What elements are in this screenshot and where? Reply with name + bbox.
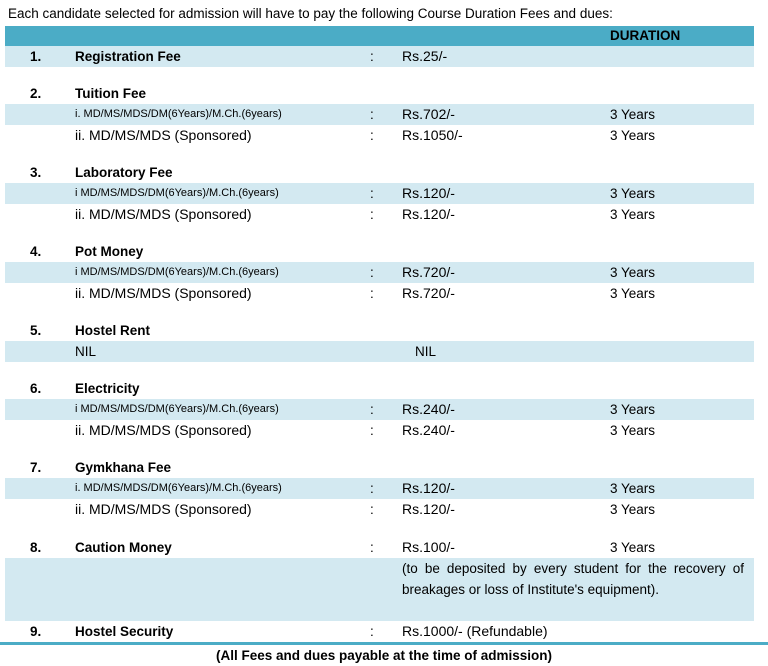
fee-amount: Rs.240/- <box>402 401 455 417</box>
fee-duration: 3 Years <box>610 502 656 517</box>
subitem-label: ii. MD/MS/MDS (Sponsored) <box>75 501 252 517</box>
colon-separator: : <box>370 265 374 280</box>
colon-separator: : <box>370 207 374 222</box>
fee-label: Pot Money <box>75 244 144 259</box>
fee-subrow <box>5 262 754 283</box>
caution-money-note: (to be deposited by every student for the recovery of breakages or loss of Institute's equipment). <box>402 561 744 597</box>
subitem-label: i MD/MS/MDS/DM(6Years)/M.Ch.(6years) <box>75 403 279 415</box>
colon-separator: : <box>370 423 374 438</box>
colon-separator: : <box>370 402 374 417</box>
colon-separator: : <box>370 107 374 122</box>
fee-row-nil <box>5 341 754 362</box>
subitem-label: i MD/MS/MDS/DM(6Years)/M.Ch.(6years) <box>75 266 279 278</box>
section-gap <box>0 67 768 84</box>
colon-separator: : <box>370 502 374 517</box>
fee-amount: Rs.720/- <box>402 285 455 301</box>
fee-amount: Rs.1000/- (Refundable) <box>402 623 548 639</box>
colon-separator: : <box>370 186 374 201</box>
fee-amount: Rs.1050/- <box>402 127 463 143</box>
subitem-label: i. MD/MS/MDS/DM(6Years)/M.Ch.(6years) <box>75 482 282 494</box>
section-gap <box>0 225 768 242</box>
section-gap <box>0 441 768 458</box>
colon-separator: : <box>370 286 374 301</box>
footer-note: (All Fees and dues payable at the time of admission) <box>215 648 553 663</box>
fee-amount: Rs.702/- <box>402 106 455 122</box>
fee-duration: 3 Years <box>610 128 656 143</box>
fee-label: Electricity <box>75 381 140 396</box>
section-gap <box>0 520 768 537</box>
fee-duration: 3 Years <box>610 107 656 122</box>
fee-subrow <box>5 499 754 520</box>
fee-amount: Rs.120/- <box>402 206 455 222</box>
nil-amount: NIL <box>415 344 437 359</box>
table-header-row <box>5 26 754 46</box>
fee-amount: Rs.720/- <box>402 264 455 280</box>
section-heading-gymkhana <box>5 458 754 478</box>
fee-label: Hostel Rent <box>75 323 151 338</box>
colon-separator: : <box>370 128 374 143</box>
nil-label: NIL <box>75 344 97 359</box>
fee-label: Hostel Security <box>75 624 174 639</box>
section-gap <box>0 304 768 321</box>
fee-duration: 3 Years <box>610 481 656 496</box>
fee-subrow <box>5 104 754 125</box>
fee-subrow <box>5 399 754 420</box>
caution-money-note-row <box>5 558 754 621</box>
fee-label: Laboratory Fee <box>75 165 173 180</box>
fee-label: Registration Fee <box>75 49 181 64</box>
section-heading-tuition <box>5 84 754 104</box>
row-number: 2. <box>30 86 42 101</box>
section-heading-pot-money <box>5 242 754 262</box>
fee-subrow <box>5 420 754 441</box>
subitem-label: ii. MD/MS/MDS (Sponsored) <box>75 127 252 143</box>
section-heading-hostel-rent <box>5 321 754 341</box>
fee-label: Caution Money <box>75 540 172 555</box>
fee-subrow <box>5 478 754 499</box>
fee-duration: 3 Years <box>610 402 656 417</box>
fee-duration: 3 Years <box>610 207 656 222</box>
fee-amount: Rs.120/- <box>402 185 455 201</box>
colon-separator: : <box>370 481 374 496</box>
subitem-label: i. MD/MS/MDS/DM(6Years)/M.Ch.(6years) <box>75 108 282 120</box>
subitem-label: ii. MD/MS/MDS (Sponsored) <box>75 285 252 301</box>
colon-separator: : <box>370 49 374 64</box>
fee-duration: 3 Years <box>610 423 656 438</box>
section-heading-electricity <box>5 379 754 399</box>
row-number: 6. <box>30 381 42 396</box>
duration-column-header: DURATION <box>610 28 681 43</box>
row-number: 5. <box>30 323 42 338</box>
subitem-label: ii. MD/MS/MDS (Sponsored) <box>75 206 252 222</box>
fee-amount: Rs.25/- <box>402 48 448 64</box>
fee-amount: Rs.120/- <box>402 480 455 496</box>
row-number: 4. <box>30 244 42 259</box>
fee-label: Tuition Fee <box>75 86 146 101</box>
page-title: Each candidate selected for admission will have to pay the following Course Duration Fees and dues: <box>8 6 613 21</box>
colon-separator: : <box>370 540 374 555</box>
section-gap <box>0 362 768 379</box>
fee-label: Gymkhana Fee <box>75 460 172 475</box>
subitem-label: ii. MD/MS/MDS (Sponsored) <box>75 422 252 438</box>
fee-duration: 3 Years <box>610 540 656 555</box>
subitem-label: i MD/MS/MDS/DM(6Years)/M.Ch.(6years) <box>75 187 279 199</box>
fee-duration: 3 Years <box>610 186 656 201</box>
colon-separator: : <box>370 624 374 639</box>
fee-row-caution-money <box>5 537 754 558</box>
fee-duration: 3 Years <box>610 286 656 301</box>
fee-subrow <box>5 283 754 304</box>
row-number: 1. <box>30 49 42 64</box>
fees-table <box>0 26 768 642</box>
section-heading-laboratory <box>5 163 754 183</box>
fee-amount: Rs.120/- <box>402 501 455 517</box>
section-gap <box>0 146 768 163</box>
fee-subrow <box>5 204 754 225</box>
row-number: 3. <box>30 165 42 180</box>
row-number: 8. <box>30 540 42 555</box>
fee-duration: 3 Years <box>610 265 656 280</box>
row-number: 7. <box>30 460 42 475</box>
fee-row-hostel-security <box>5 621 754 642</box>
fee-subrow <box>5 125 754 146</box>
fee-amount: Rs.100/- <box>402 539 455 555</box>
fee-subrow <box>5 183 754 204</box>
fee-row-registration <box>5 46 754 67</box>
row-number: 9. <box>30 624 42 639</box>
fee-amount: Rs.240/- <box>402 422 455 438</box>
